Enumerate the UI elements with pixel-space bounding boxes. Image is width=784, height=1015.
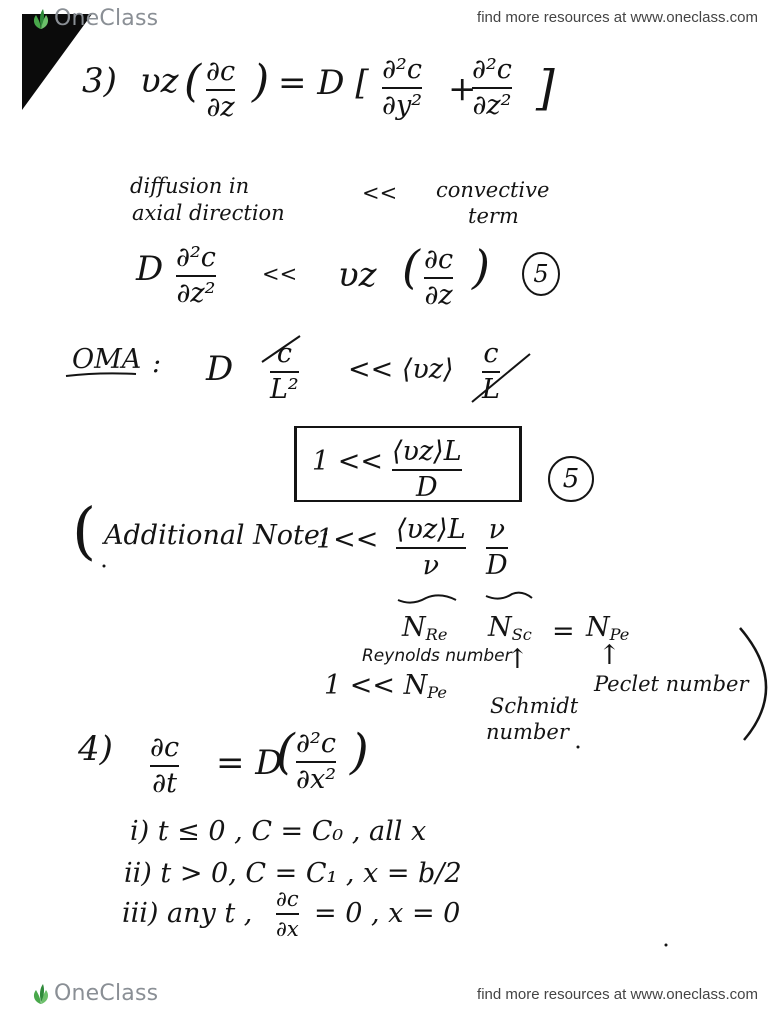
brand-name: OneClass [54, 6, 159, 31]
problem-3-number: 3) [82, 61, 117, 101]
n-peclet: $N_{Pe}$ [586, 612, 630, 645]
condition-3a: iii) any t , [122, 898, 253, 929]
oma-denominator-2: L [482, 374, 500, 406]
ineq-fraction-2 [424, 246, 453, 311]
problem-4-number: 4) [78, 729, 113, 769]
lhs-fraction [206, 58, 235, 123]
condition-1: i) t ≤ 0 , C = C₀ , all x [130, 816, 427, 847]
bracket-close: ] [536, 60, 555, 116]
much-less-symbol: << [362, 181, 398, 205]
p4-paren-open: ( [276, 724, 295, 780]
leaf-icon [30, 982, 52, 1006]
lhs-numerator: ∂c [206, 56, 236, 87]
ineq-d: D [136, 249, 164, 289]
note-numerator-2: ν [488, 514, 506, 545]
boxed-fraction [392, 438, 462, 503]
ineq-paren-close: ) [472, 240, 490, 294]
oma-label: OMA [72, 344, 142, 375]
equals-d-bracket: = D [ [278, 63, 369, 103]
equation-number-5: 5 [522, 252, 560, 296]
schmidt-label-2: number [486, 720, 569, 744]
p4-lhs-numerator: ∂c [150, 732, 180, 763]
note-denominator-1: ν [422, 550, 440, 582]
boxed-numerator: ⟨υz⟩L [392, 436, 462, 467]
boxed-lhs: 1 << [312, 446, 384, 477]
condition-3-numerator: ∂c [276, 887, 299, 911]
note-lhs: 1<< [316, 524, 379, 555]
p4-paren-close: ) [350, 724, 369, 780]
oma-fraction-1 [270, 340, 299, 405]
oma-numerator-1: c [276, 338, 292, 369]
diffusion-text-1: diffusion in [130, 174, 250, 198]
term2-fraction [472, 56, 512, 121]
p4-rhs-fraction [296, 730, 336, 795]
paren-close: ) [252, 56, 270, 107]
condition-3-fraction [276, 888, 299, 940]
term2-denominator: ∂z² [472, 90, 512, 122]
note-fraction-1 [396, 516, 466, 581]
oma-numerator-2: c [483, 338, 499, 369]
oma-denominator-1: L² [270, 374, 299, 406]
oma-ll-vz: << ⟨υz⟩ [348, 354, 454, 385]
note-paren-open: ( [72, 494, 97, 567]
paren-open: ( [184, 56, 202, 107]
ineq-fraction-1 [176, 244, 216, 309]
plus-sign: + [448, 69, 477, 109]
oma-d: D [206, 349, 234, 389]
ineq-ll: << [262, 262, 298, 286]
ineq-coef: υz [338, 255, 377, 295]
ineq-numerator-1: ∂²c [176, 242, 216, 273]
convective-text-2: term [468, 204, 519, 228]
note-fraction-2 [486, 516, 508, 581]
ineq-npe: $1 << N_{Pe}$ [324, 670, 447, 703]
ineq-numerator-2: ∂c [424, 244, 454, 275]
oma-colon: : [152, 348, 162, 379]
schmidt-label-1: Schmidt [490, 694, 579, 718]
term2-numerator: ∂²c [472, 54, 512, 85]
boxed-denominator: D [415, 472, 438, 504]
ineq-paren-open: ( [402, 240, 420, 294]
peclet-arrow: ↑ [598, 640, 621, 671]
n-equals: = [552, 616, 575, 647]
ineq-denominator-1: ∂z² [176, 278, 216, 310]
convective-text-1: convective [436, 178, 550, 202]
diffusion-text-2: axial direction [132, 201, 285, 225]
reynolds-label: Reynolds number [362, 646, 512, 666]
oneclass-logo-footer[interactable] [30, 981, 158, 1006]
p4-equals-d: = D [216, 743, 283, 783]
term1-numerator: ∂²c [382, 54, 422, 85]
oneclass-logo[interactable] [30, 6, 158, 31]
boxed-equation-number-5: 5 [548, 456, 594, 502]
term1-denominator: ∂y² [382, 90, 423, 122]
resources-link-footer[interactable]: find more resources at www.oneclass.com [477, 986, 758, 1003]
condition-2: ii) t > 0, C = C₁ , x = b/2 [124, 858, 462, 889]
p4-lhs-denominator: ∂t [152, 768, 177, 800]
note-denominator-2: D [486, 550, 508, 582]
note-numerator-1: ⟨υz⟩L [396, 514, 466, 545]
resources-link[interactable]: find more resources at www.oneclass.com [477, 9, 758, 26]
condition-3b: = 0 , x = 0 [314, 898, 461, 929]
term1-fraction [382, 56, 422, 121]
p4-rhs-denominator: ∂x² [296, 764, 337, 796]
note-label: Additional Note: [104, 520, 329, 551]
condition-3-denominator: ∂x [276, 917, 299, 942]
lhs-denominator: ∂z [206, 92, 235, 124]
ineq-denominator-2: ∂z [424, 280, 453, 312]
schmidt-arrow: ↑ [506, 644, 529, 675]
n-reynolds: $N_{Re}$ [402, 612, 448, 645]
brand-name-footer: OneClass [54, 981, 159, 1006]
n-schmidt: $N_{Sc}$ [488, 612, 532, 645]
lhs-coefficient: υz [140, 61, 179, 101]
p4-rhs-numerator: ∂²c [296, 728, 336, 759]
peclet-label: Peclet number [594, 672, 749, 696]
leaf-icon [30, 7, 52, 31]
oma-fraction-2 [482, 340, 500, 405]
p4-lhs-fraction [150, 734, 179, 799]
